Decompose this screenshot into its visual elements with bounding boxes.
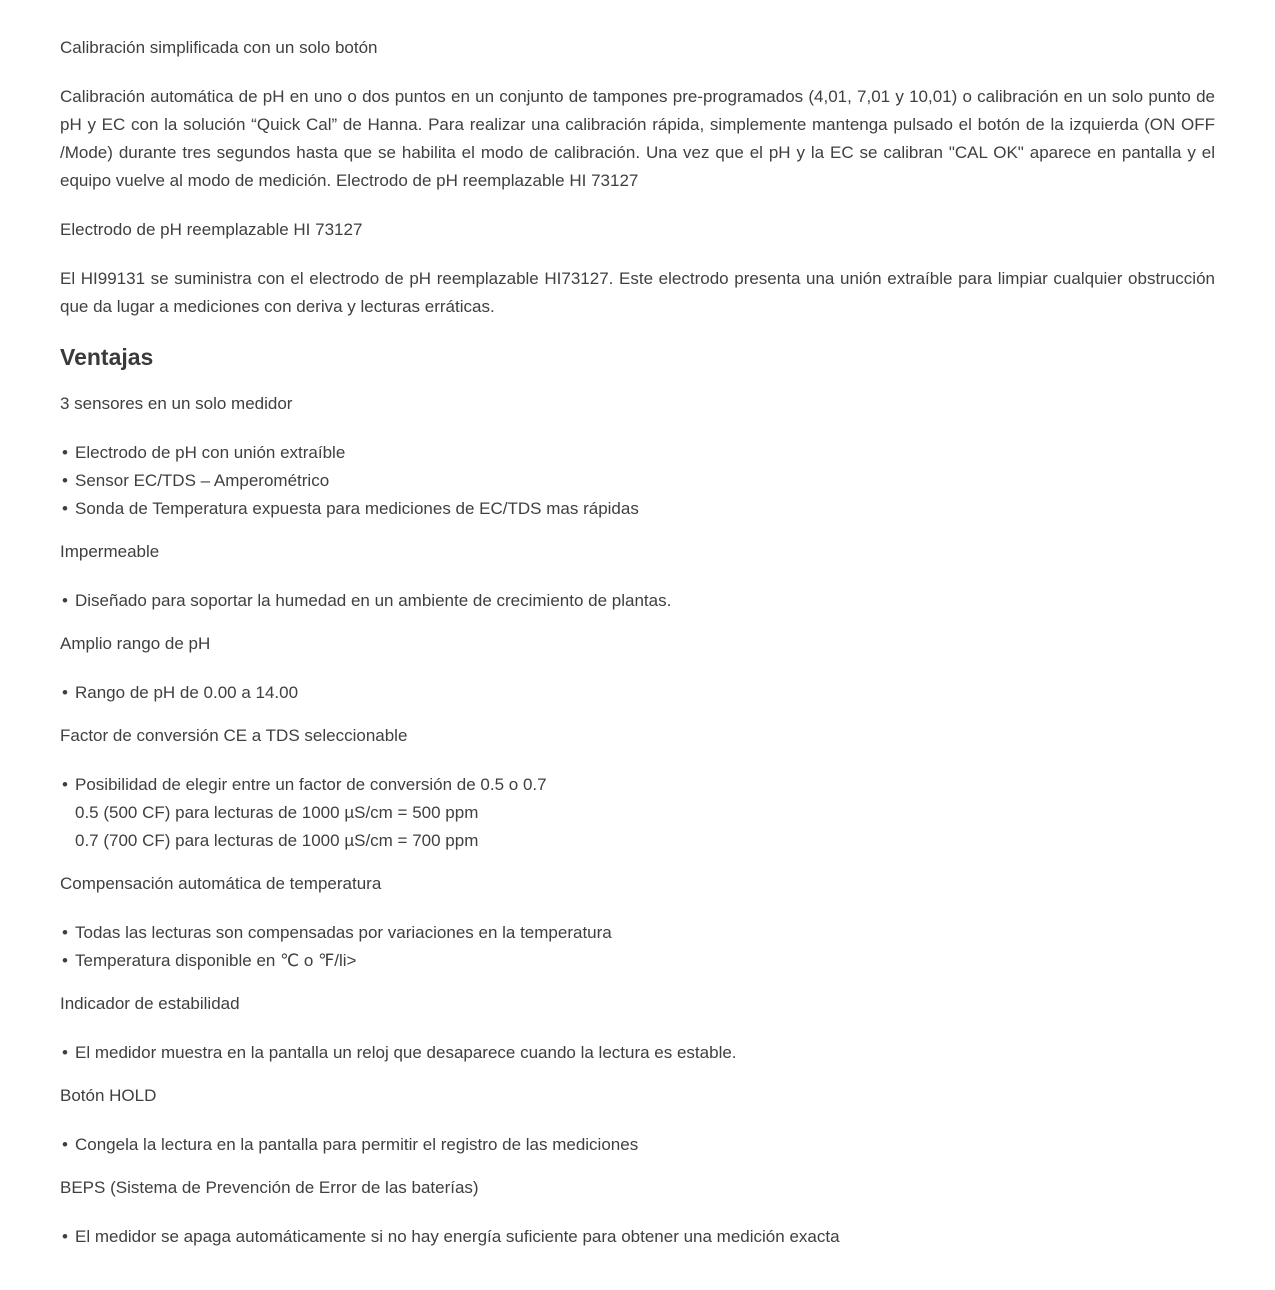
list-item: • Electrodo de pH con unión extraíble (60, 439, 1215, 467)
electrode-title: Electrodo de pH reemplazable HI 73127 (60, 220, 363, 239)
beps-title: BEPS (Sistema de Prevención de Error de las baterías) (60, 1178, 479, 1197)
list-item-line: • Posibilidad de elegir entre un factor de conversión de 0.5 o 0.7 (75, 775, 547, 794)
beps-list (60, 1223, 1215, 1251)
product-description (60, 34, 1215, 1251)
list-item: • Temperatura disponible en ℃ o ℉/li> (60, 947, 1215, 975)
list-item: • Congela la lectura en la pantalla para permitir el registro de las mediciones (60, 1131, 1215, 1159)
stability-list (60, 1039, 1215, 1067)
hold-title: Botón HOLD (60, 1086, 157, 1105)
list-item (60, 771, 1215, 855)
list-item: • Diseñado para soportar la humedad en un ambiente de crecimiento de plantas. (60, 587, 1215, 615)
tds-factor-title: Factor de conversión CE a TDS seleccionable (60, 726, 408, 745)
list-item: • Rango de pH de 0.00 a 14.00 (60, 679, 1215, 707)
list-item: • Sonda de Temperatura expuesta para mediciones de EC/TDS mas rápidas (60, 495, 1215, 523)
atc-title: Compensación automática de temperatura (60, 874, 382, 893)
atc-list (60, 919, 1215, 975)
calibration-title: Calibración simplificada con un solo botón (60, 38, 378, 57)
list-item: • El medidor muestra en la pantalla un reloj que desaparece cuando la lectura es estable. (60, 1039, 1215, 1067)
sensors-list (60, 439, 1215, 523)
benefits-heading: Ventajas (60, 344, 154, 370)
list-item: • El medidor se apaga automáticamente si no hay energía suficiente para obtener una medición exacta (60, 1223, 1215, 1251)
sensors-title: 3 sensores en un solo medidor (60, 394, 293, 413)
list-item-line: 0.5 (500 CF) para lecturas de 1000 µS/cm = 500 ppm (75, 803, 479, 822)
ph-range-title: Amplio rango de pH (60, 634, 211, 653)
list-item-line: 0.7 (700 CF) para lecturas de 1000 µS/cm = 700 ppm (75, 831, 479, 850)
list-item: • Todas las lecturas son compensadas por variaciones en la temperatura (60, 919, 1215, 947)
stability-title: Indicador de estabilidad (60, 994, 240, 1013)
tds-factor-list (60, 771, 1215, 855)
ph-range-list (60, 679, 1215, 707)
list-item: • Sensor EC/TDS – Amperométrico (60, 467, 1215, 495)
waterproof-title: Impermeable (60, 542, 160, 561)
calibration-paragraph: Calibración automática de pH en uno o dos puntos en un conjunto de tampones pre-programados (4,01, 7,01 y 10,01) o calibración en un solo punto de pH y EC con la solución “Quick Cal” de Hanna. Para realizar una calibración rápida, simplemente mantenga pulsado el botón de la izquierda (ON OFF /Mode) durante tres segundos hasta que se habilita el modo de calibración. Una vez que el pH y la EC se calibran "CAL OK" aparece en pantalla y el equipo vuelve al modo de medición. Electrodo de pH reemplazable HI 73127 (60, 87, 1215, 190)
electrode-paragraph: El HI99131 se suministra con el electrodo de pH reemplazable HI73127. Este electrodo presenta una unión extraíble para limpiar cualquier obstrucción que da lugar a mediciones con deriva y lecturas erráticas. (60, 269, 1215, 316)
waterproof-list (60, 587, 1215, 615)
hold-list (60, 1131, 1215, 1159)
